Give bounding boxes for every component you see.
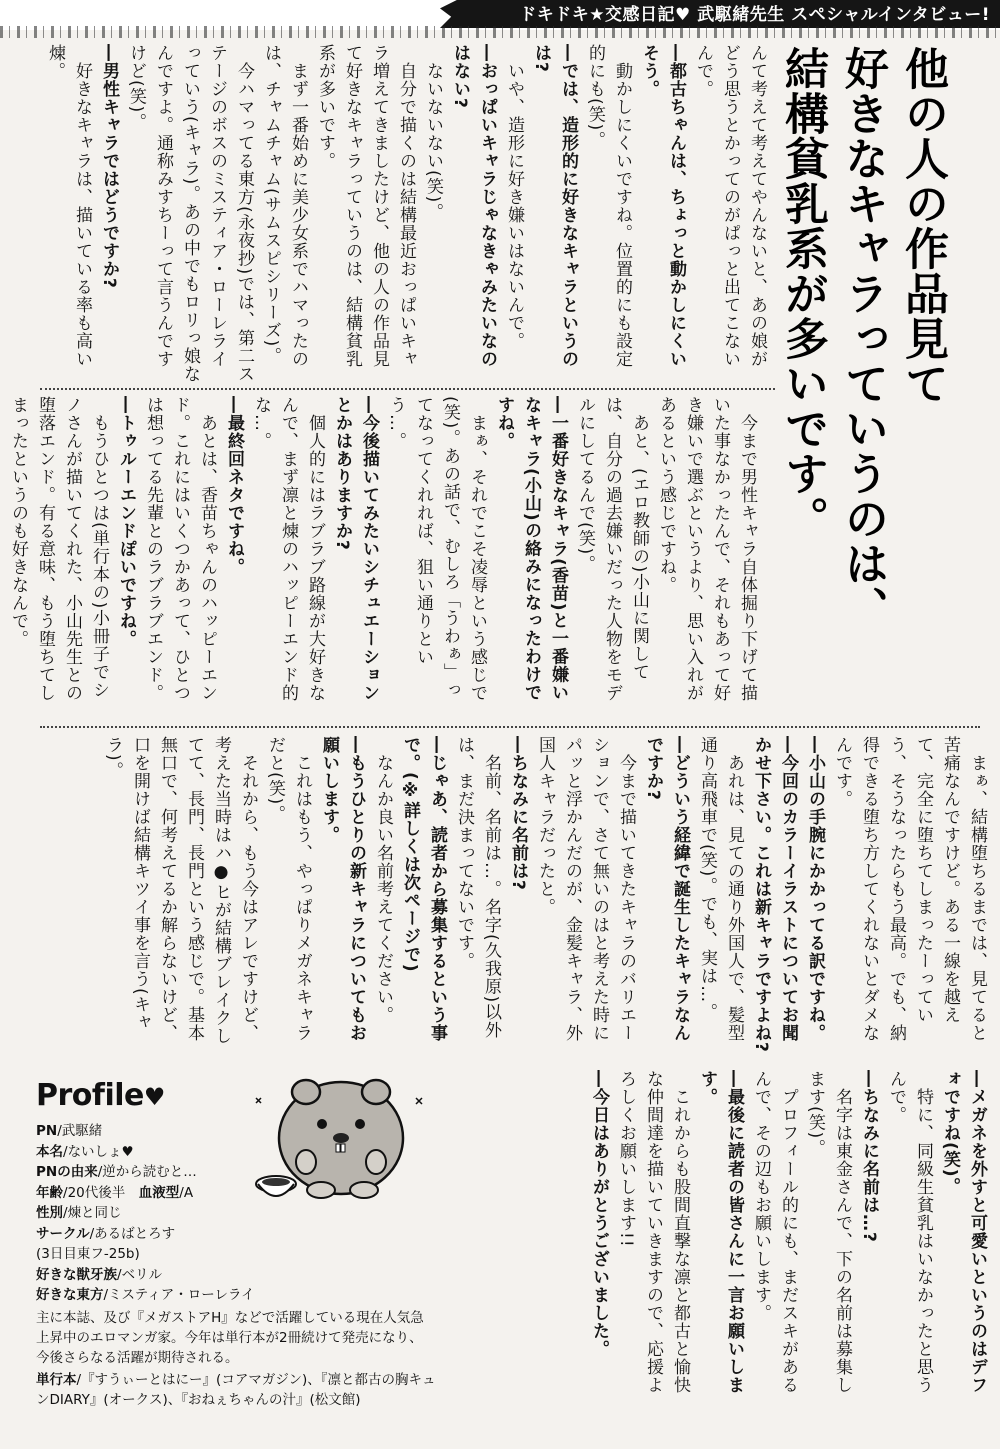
profile-value: ないしょ♥: [67, 1143, 134, 1160]
interview-answer: これはもう、やっぱりメガネキャラだと(笑)。: [265, 736, 312, 1042]
profile-key: 好きな獣牙族: [36, 1266, 117, 1283]
heart-icon: ♥: [143, 1083, 165, 1111]
interview-answer: 動かしにくいですね。位置的にも設定的にも(笑)。: [585, 44, 632, 368]
profile-row: 年齢/20代後半 血液型/A: [36, 1184, 194, 1201]
profile-value: 20代後半: [67, 1184, 126, 1201]
interview-answer: いや、造形に好き嫌いはないんで。: [504, 44, 524, 350]
profile-rows: [36, 1121, 436, 1306]
headline: [772, 46, 952, 631]
interview-answer: それから、もう今はアレですけど、考えた当時はハ●ヒが結構ブレイクしてて、長門、長門という感じで。基本無口で、何考えてるか解らないけど、口を開けば結構キツイ事を言う(キャラ)。: [103, 736, 258, 1045]
interview-section-b: [103, 736, 990, 1056]
interview-answer: これからも股間直撃な凛と都古と愉快な仲間達を描いていきますので、応援よろしくお願いします!!: [616, 1070, 690, 1394]
headline-line: 好きなキャラっていうのは、: [837, 46, 888, 631]
interviewer-question: ―今回のカラーイラストについてお聞かせ下さい。これは新キャラですよね?: [751, 736, 798, 1053]
interview-answer: まぁ、結構堕ちるまでは、見てると苦痛なんですけど。ある一線を越えて、完全に堕ちてしまったーっていう、そうなったらもう最高。でも、納得できる堕ち方してくれないとダメなんです。: [832, 736, 987, 1042]
interview-answer: 名字は東金さんで、下の名前は募集します(笑)。: [805, 1070, 852, 1394]
interviewer-question: ―最後に読者の皆さんに一言お願いします。: [697, 1070, 744, 1394]
profile-value: 武駆緒: [61, 1123, 103, 1139]
profile-key: PN: [36, 1123, 58, 1139]
interviewer-question: ―じゃあ、読者から募集するという事で。(※詳しくは次ページで): [400, 736, 447, 1042]
interviewer-question: ―どういう経緯で誕生したキャラなんですか?: [643, 736, 690, 1042]
profile-key: 性別: [36, 1205, 63, 1221]
profile-key: PNの由来: [36, 1164, 98, 1180]
profile-value: あるばとろす: [94, 1225, 176, 1242]
profile-key: 血液型: [138, 1184, 180, 1201]
interview-section-a1: [45, 44, 770, 384]
interview-answer: あと、(エロ教師の)小山に関しては、自分の過去嫌いだった人物をモデルにしてるんで(笑)。: [575, 396, 649, 702]
profile-value: (3日目東フ-25b): [36, 1246, 140, 1262]
profile-books-list: 『すうぃーとはにー』(コアマガジン)、『凛と都古の胸キュンDIARY』(オークス)、『おねぇちゃんの汁』(松文館): [36, 1371, 436, 1408]
profile-row: 好きな獣牙族/ベリル: [36, 1266, 163, 1283]
interview-answer: プロフィール的にも、まだスキがあるんで、その辺もお願いします。: [751, 1070, 798, 1394]
dotted-divider: [40, 388, 775, 390]
interviewer-question: ―最終回ネタですね。: [224, 396, 244, 576]
interviewer-question: ―男性キャラではどうですか?: [99, 44, 119, 289]
interview-answer: ないないない(笑)。: [423, 44, 443, 222]
profile-row: [36, 1244, 436, 1265]
profile-value: 煉と同じ: [67, 1205, 122, 1221]
profile-row: PN/武駆緒: [36, 1123, 103, 1139]
profile-row: 本名/ないしょ♥: [36, 1143, 134, 1160]
interviewer-question: ―トゥルーエンドぽいですね。: [116, 396, 136, 648]
profile-key: 好きな東方: [36, 1287, 104, 1303]
profile-value: 逆から読むと…: [102, 1164, 197, 1180]
interviewer-question: ―ちなみに名前は?: [508, 736, 528, 891]
interview-answer: なんか良い名前考えてください。: [373, 736, 393, 1024]
profile-box: [36, 1076, 436, 1416]
interviewer-question: ―一番好きなキャラ(香苗)と一番嫌いなキャラ(小山)の絡みになったわけですね。: [494, 396, 568, 702]
interview-answer: あれは、見ての通り外国人で、髪型通り高飛車で(笑)。でも、実は…。: [697, 736, 744, 1042]
dotted-divider: [40, 726, 980, 728]
profile-key: 年齢: [36, 1184, 63, 1201]
interviewer-question: ―もうひとりの新キャラについてもお願いします。: [319, 736, 366, 1042]
interview-section-c: [440, 1070, 990, 1400]
profile-row: 好きな東方/ミスティア・ローレライ: [36, 1287, 255, 1303]
interview-answer: んて考えて考えてやんないと、あの娘がどう思うとかってのがぱっと出てこないんで。: [693, 44, 767, 368]
interview-answer: あとは、香苗ちゃんのハッピーエンド。これにはいくつかあって、ひとつは想ってる先輩とのラブラブエンド。: [143, 396, 217, 702]
headline-line: 結構貧乳系が多いです。: [777, 46, 828, 541]
profile-key: 本名: [36, 1143, 63, 1160]
profile-note: 主に本誌、及び『メガストアH』などで活躍している現在人気急上昇中のエロマンガ家。今年は単行本が2冊続けて発売になり、今後さらなる活躍が期待される。: [36, 1309, 424, 1366]
interview-answer: まず一番始めに美少女系でハマったのは、チャムチャム(サムスピシリーズ)。: [261, 44, 308, 368]
profile-value: A: [183, 1184, 194, 1201]
profile-value: ミスティア・ローレライ: [108, 1287, 255, 1303]
profile-row: サークル/あるばとろす: [36, 1225, 176, 1242]
interview-answer: 今まで描いてきたキャラのバリエーションで、さて無いのはと考えた時にパッと浮かんだのが、金髪キャラ、外国人キャラだったと。: [535, 736, 636, 1042]
interview-answer: 今まで男性キャラ自体掘り下げて描いた事なかったんで、それもあって好き嫌いで選ぶというより、思い入れがあるという感じですね。: [656, 396, 757, 702]
interviewer-question: ―では、造形的に好きなキャラというのは?: [531, 44, 578, 368]
interviewer-question: ―今後描いてみたいシチュエーションとかはありますか?: [332, 396, 379, 702]
interviewer-question: ―小山の手腕にかかってる訳ですね。: [805, 736, 825, 1042]
interview-section-a2: [8, 396, 760, 706]
interview-answer: まぁ、それでこそ凌辱という感じで(笑)。あの話で、むしろ「うわぁ」ってなってくれれば、狙い通りという…。: [386, 396, 487, 702]
interviewer-question: ―今日はありがとうございました。: [589, 1070, 609, 1358]
interviewer-question: ―メガネを外すと可愛いというのはデフォですね(笑)。: [940, 1070, 987, 1394]
profile-key: サークル: [36, 1225, 90, 1242]
profile-title: [36, 1076, 436, 1117]
interview-answer: 名前、名前は…。名字(久我原)以外は、まだ決まってないです。: [454, 736, 501, 1040]
profile-books-label: 単行本: [36, 1371, 77, 1388]
interview-answer: 自分で描くのは結構最近おっぱいキャラ増えてきましたけど、他の人の作品見て好きなキャラっていうのは、結構貧乳系が多いです。: [315, 44, 416, 368]
profile-books: 単行本/『すうぃーとはにー』(コアマガジン)、『凛と都古の胸キュンDIARY』(オークス)、『おねぇちゃんの汁』(松文館): [36, 1371, 436, 1408]
profile-title-text: Profile: [36, 1078, 144, 1113]
banner-rough-edge: [0, 26, 1000, 38]
interview-answer: 好きなキャラは、描いている率も高い煉。: [45, 44, 92, 368]
interview-answer: 特に、同級生貧乳はいなかったと思うんで。: [886, 1070, 933, 1394]
profile-row: PNの由来/逆から読むと…: [36, 1164, 197, 1180]
profile-value: ベリル: [121, 1266, 163, 1283]
interview-answer: 今ハマってる東方(永夜抄)では、第二ステージのボスのミスティア・ローレライっていう(キャラ)。あの中でもロリっ娘なんですよ。通称みすちーって言うんですけど(笑)。: [126, 44, 254, 384]
interview-answer: もうひとつは(単行本の)小冊子でシノさんが描いてくれた、小山先生との堕落エンド。有る意味、もう堕ちてしまったというのも好きなんで。: [8, 396, 109, 702]
profile-row: 性別/煉と同じ: [36, 1205, 122, 1221]
headline-line: 他の人の作品見て: [897, 46, 948, 406]
interview-answer: 個人的にはラブラブ路線が大好きなんで、まず凛と煉のハッピーエンド的な…。: [251, 396, 325, 702]
interviewer-question: ―おっぱいキャラじゃなきゃみたいなのはない?: [450, 44, 497, 368]
banner-title: ドキドキ★交感日記♥ 武駆緒先生 スペシャルインタビュー!: [519, 5, 990, 25]
interviewer-question: ―ちなみに名前は…?: [859, 1070, 879, 1243]
interviewer-question: ―都古ちゃんは、ちょっと動かしにくいそう。: [639, 44, 686, 368]
